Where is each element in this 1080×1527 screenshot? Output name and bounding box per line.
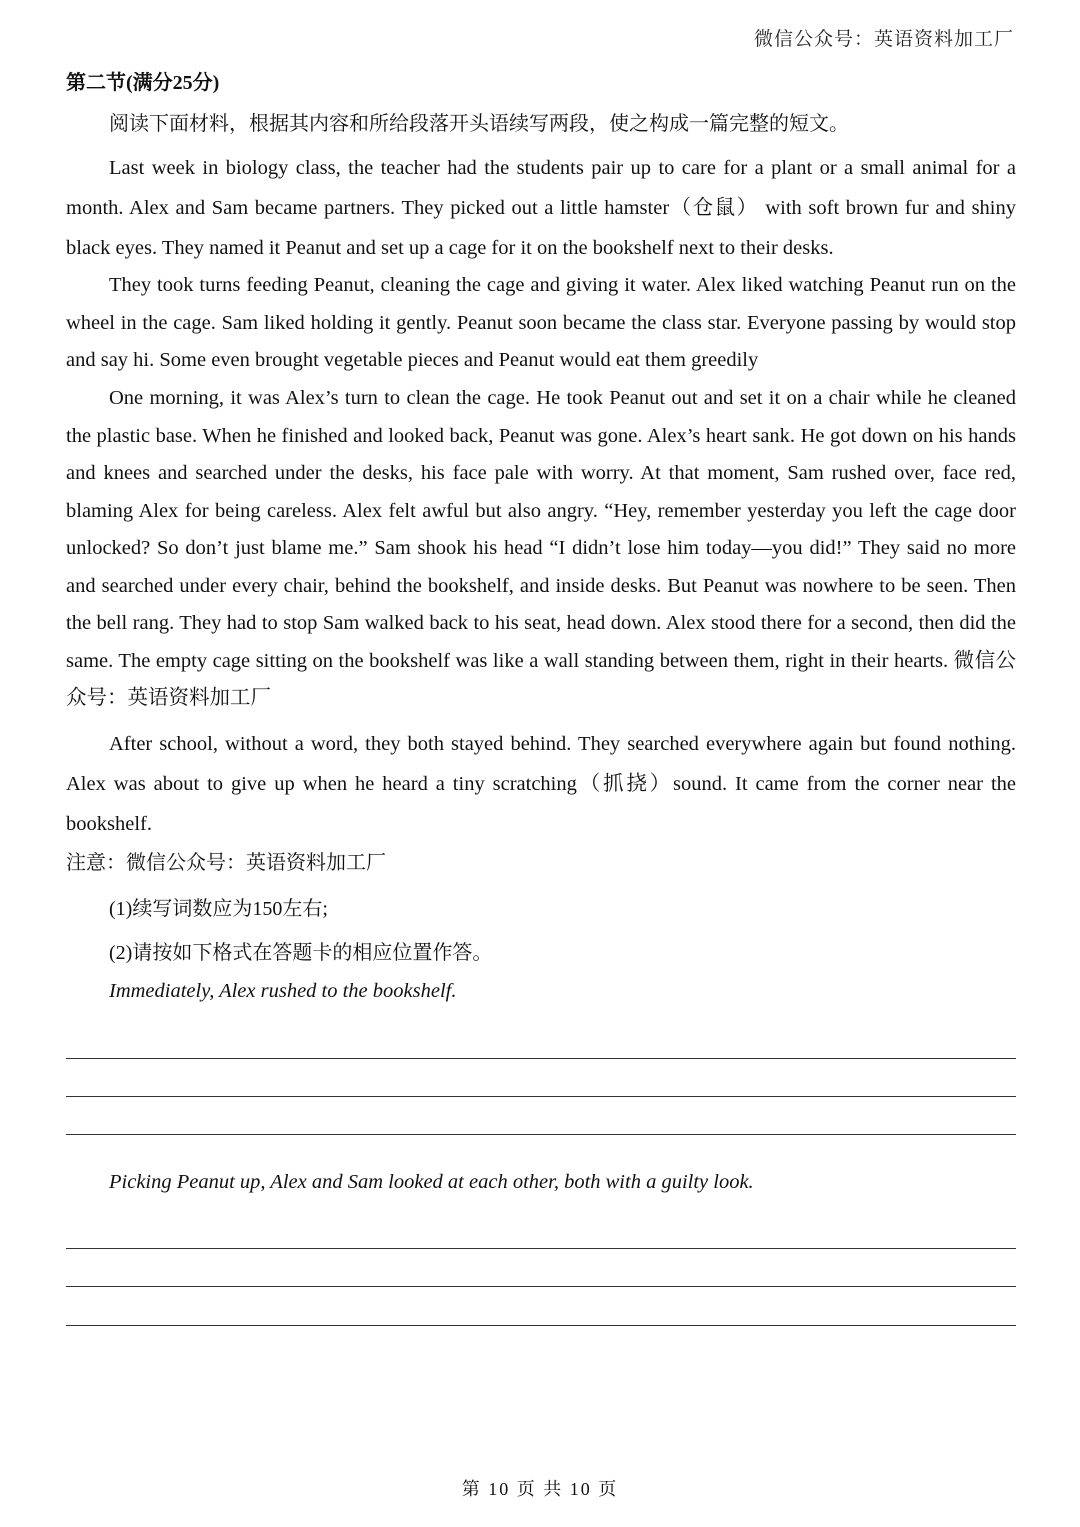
continuation-prompt-1: Immediately, Alex rushed to the bookshelf. bbox=[109, 980, 457, 1002]
section-title: 第二节(满分25分) bbox=[66, 72, 220, 94]
answer-line[interactable] bbox=[66, 1325, 1016, 1326]
passage-paragraph-4: After school, without a word, they both stayed behind. They searched everywhere again but found nothing. Alex was about to give up when he heard a tiny scratching（抓挠）sound. It came from the corner near the bookshelf. bbox=[66, 733, 1016, 835]
answer-line[interactable] bbox=[66, 1058, 1016, 1059]
header-watermark: 微信公众号：英语资料加工厂 bbox=[753, 29, 1014, 50]
instruction-text: 阅读下面材料，根据其内容和所给段落开头语续写两段，使之构成一篇完整的短文。 bbox=[109, 113, 849, 135]
passage-paragraph-2: They took turns feeding Peanut, cleaning the cage and giving it water. Alex liked watching Peanut run on the wheel in the cage. Sam liked holding it gently. Peanut soon became the class star. Everyone passing by would stop and say hi. Some even brought vegetable pieces and Peanut would eat them greedily bbox=[66, 274, 1016, 371]
answer-line[interactable] bbox=[66, 1248, 1016, 1249]
answer-line[interactable] bbox=[66, 1096, 1016, 1097]
passage-paragraph-1: Last week in biology class, the teacher had the students pair up to care for a plant or a small animal for a month. Alex and Sam became partners. They picked out a little hamster（仓鼠） with soft brown fur and shiny black eyes. They named it Peanut and set up a cage for it on the bookshelf next to their desks. bbox=[66, 157, 1016, 259]
answer-line[interactable] bbox=[66, 1134, 1016, 1135]
passage-paragraph-3: One morning, it was Alex’s turn to clean the cage. He took Peanut out and set it on a chair while he cleaned the plastic base. When he finished and looked back, Peanut was gone. Alex’s heart sank. He got down on his hands and knees and searched under the desks, his face pale with worry. At that moment, Sam rushed over, face red, blaming Alex for being careless. Alex felt awful but also angry. “Hey, remember yesterday you left the cage door unlocked? So don’t just blame me.” Sam shook his head “I didn’t lose him today—you did!” They said no more and searched under every chair, behind the bookshelf, and inside desks. But Peanut was nowhere to be seen. Then the bell rang. They had to stop Sam walked back to his seat, head down. Alex stood there for a second, then did the same. The empty cage sitting on the bookshelf was like a wall standing between them, right in their hearts. 微信公众号：英语资料加工厂 bbox=[66, 387, 1016, 709]
notes-label: 注意：微信公众号：英语资料加工厂 bbox=[66, 852, 386, 874]
requirement-1: (1)续写词数应为150左右; bbox=[109, 898, 328, 920]
answer-line[interactable] bbox=[66, 1286, 1016, 1287]
continuation-prompt-2: Picking Peanut up, Alex and Sam looked at each other, both with a guilty look. bbox=[109, 1171, 754, 1193]
page-number: 第 10 页 共 10 页 bbox=[461, 1479, 619, 1499]
requirement-2: (2)请按如下格式在答题卡的相应位置作答。 bbox=[109, 942, 493, 964]
